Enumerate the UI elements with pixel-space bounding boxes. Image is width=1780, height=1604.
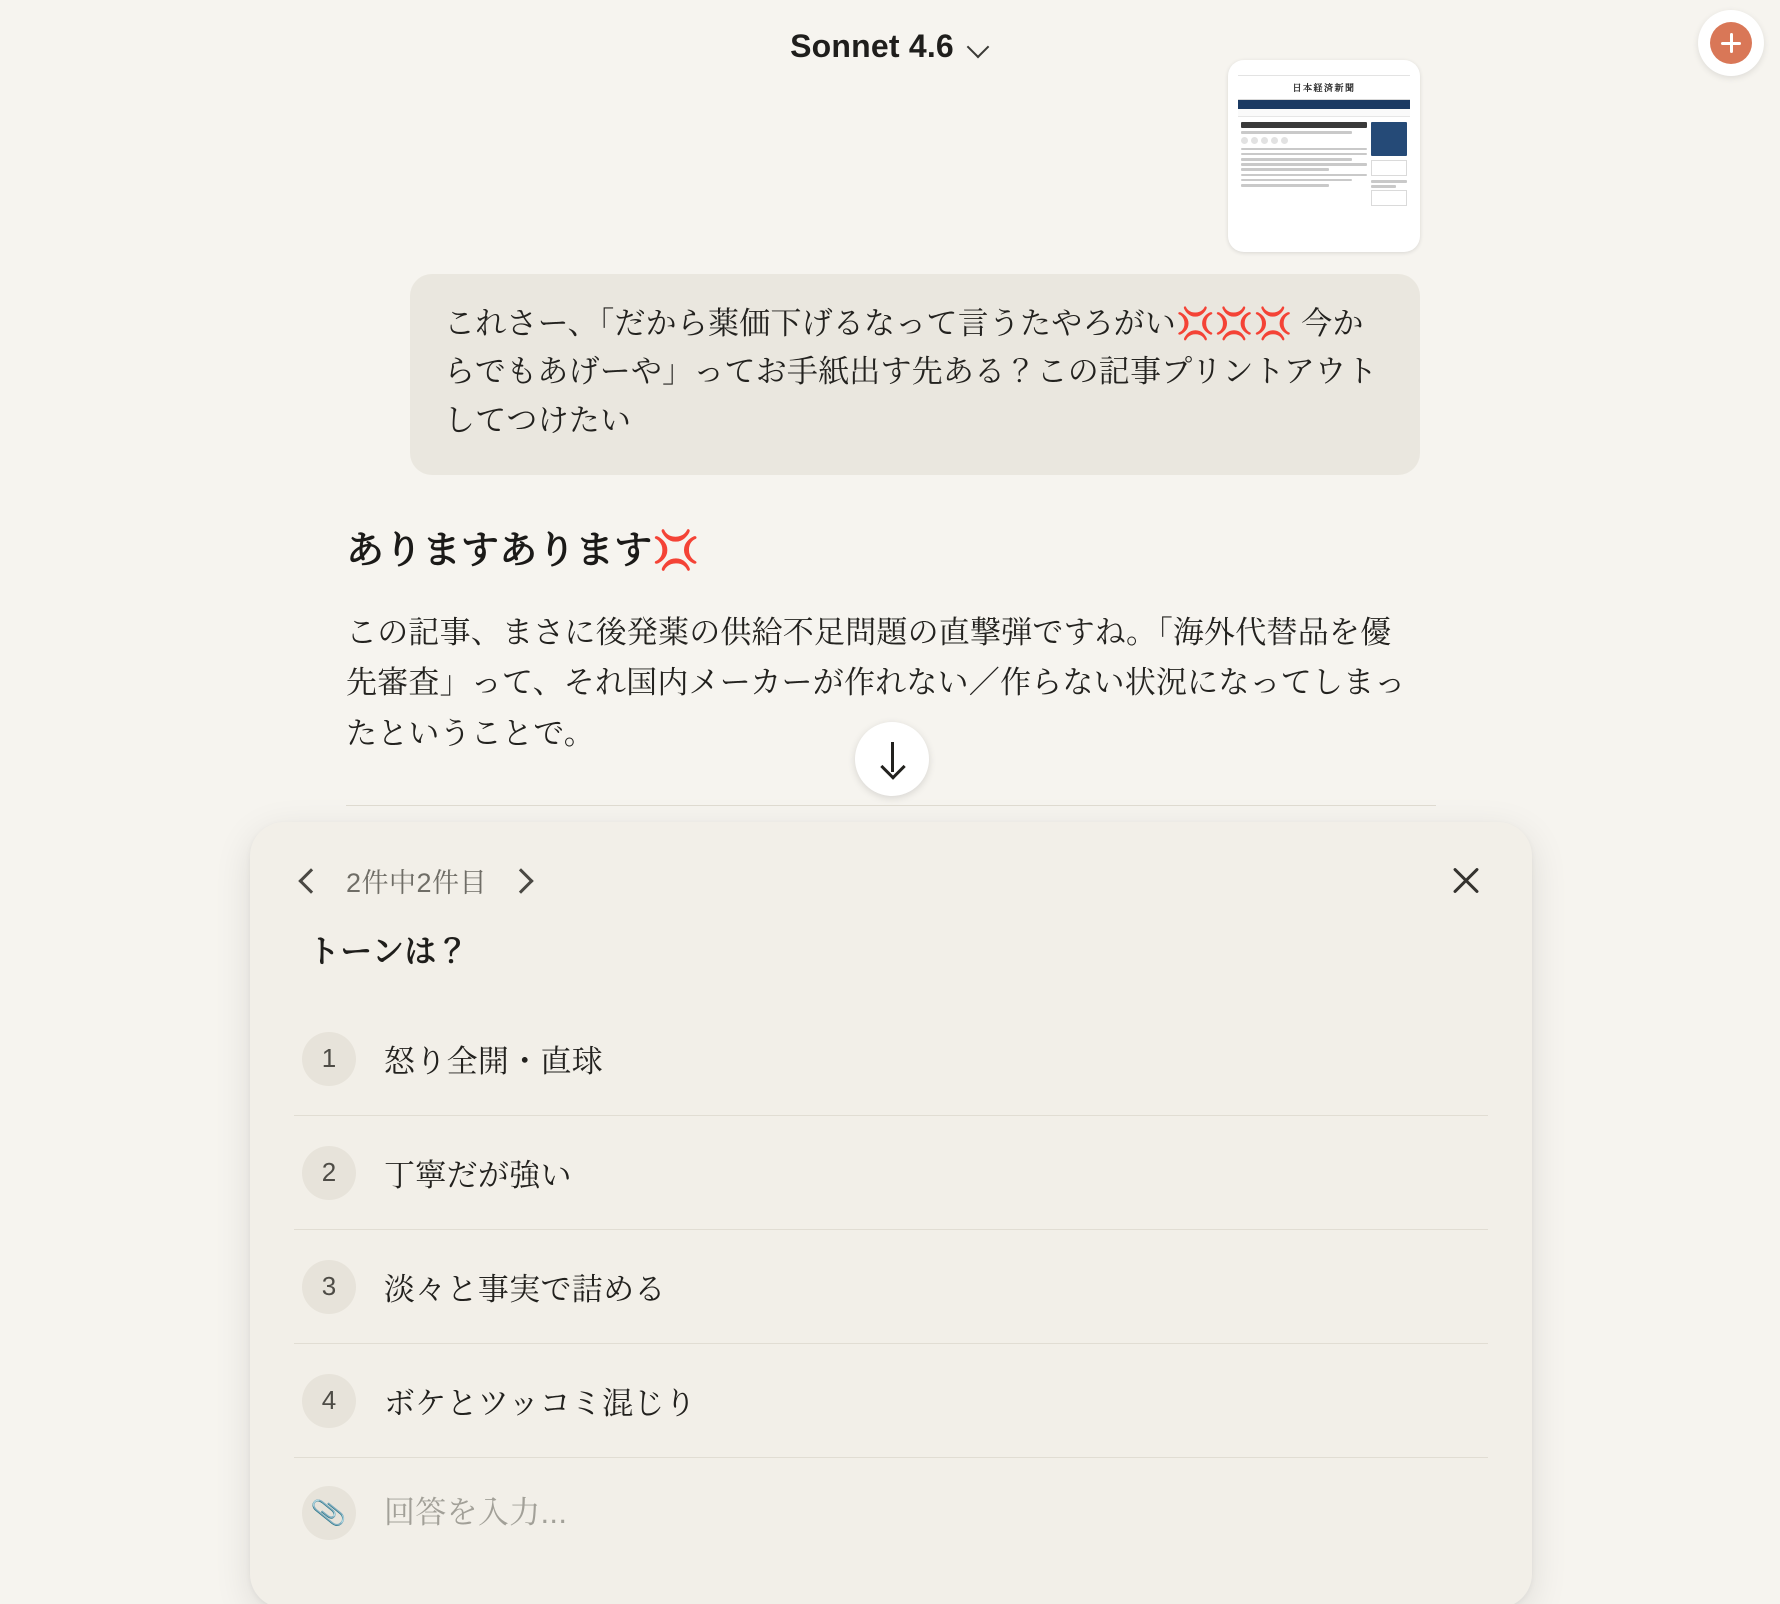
question-pager [294,861,539,900]
question-counter: 2件中2件目 [346,867,488,898]
answer-input-row [294,1458,1488,1568]
model-name-label: Sonnet 4.6 [790,27,954,64]
newspaper-masthead: 日本経済新聞 [1292,83,1356,93]
content-divider [346,805,1436,806]
option-label: 怒り全開・直球 [384,1044,604,1079]
question-option-2[interactable] [294,1116,1488,1230]
assistant-paragraph: この記事、まさに後発薬の供給不足問題の直撃弾ですね。「海外代替品を優先審査」って、それ国内メーカーが作れない／作らない状況になってしまったということで。 [346,615,1406,751]
question-card [250,822,1532,1604]
arrow-down-icon [879,742,905,776]
question-option-3[interactable] [294,1230,1488,1344]
option-label: ボケとツッコミ混じり [384,1386,697,1421]
option-number: 1 [302,1032,356,1086]
scroll-to-bottom-button[interactable] [855,722,929,796]
plus-icon [1710,22,1752,64]
user-message-bubble: これさー、「だから薬価下げるなって言うたやろがい💢💢💢 今からでもあげーや」ってお手紙出す先ある？この記事プリントアウトしてつけたい [410,274,1420,475]
option-number: 2 [302,1146,356,1200]
conversation-thread [0,60,1780,806]
attachment-row [340,60,1440,252]
question-title: トーンは？ [308,933,469,969]
chevron-right-icon[interactable] [509,865,539,895]
question-card-header [294,856,1488,904]
close-icon[interactable] [1444,858,1488,902]
question-option-4[interactable] [294,1344,1488,1458]
paperclip-icon[interactable]: 📎 [302,1486,356,1540]
newspaper-preview [1238,68,1410,244]
option-number: 4 [302,1374,356,1428]
chevron-left-icon[interactable] [294,865,324,895]
option-label: 丁寧だが強い [384,1158,572,1193]
answer-input[interactable] [384,1495,1488,1531]
option-number: 3 [302,1260,356,1314]
assistant-heading: ありますあります💢 [346,528,701,573]
chevron-down-icon [968,35,990,57]
attachment-thumbnail-newspaper[interactable] [1228,60,1420,252]
question-option-1[interactable] [294,1002,1488,1116]
option-label: 淡々と事実で詰める [384,1272,666,1307]
